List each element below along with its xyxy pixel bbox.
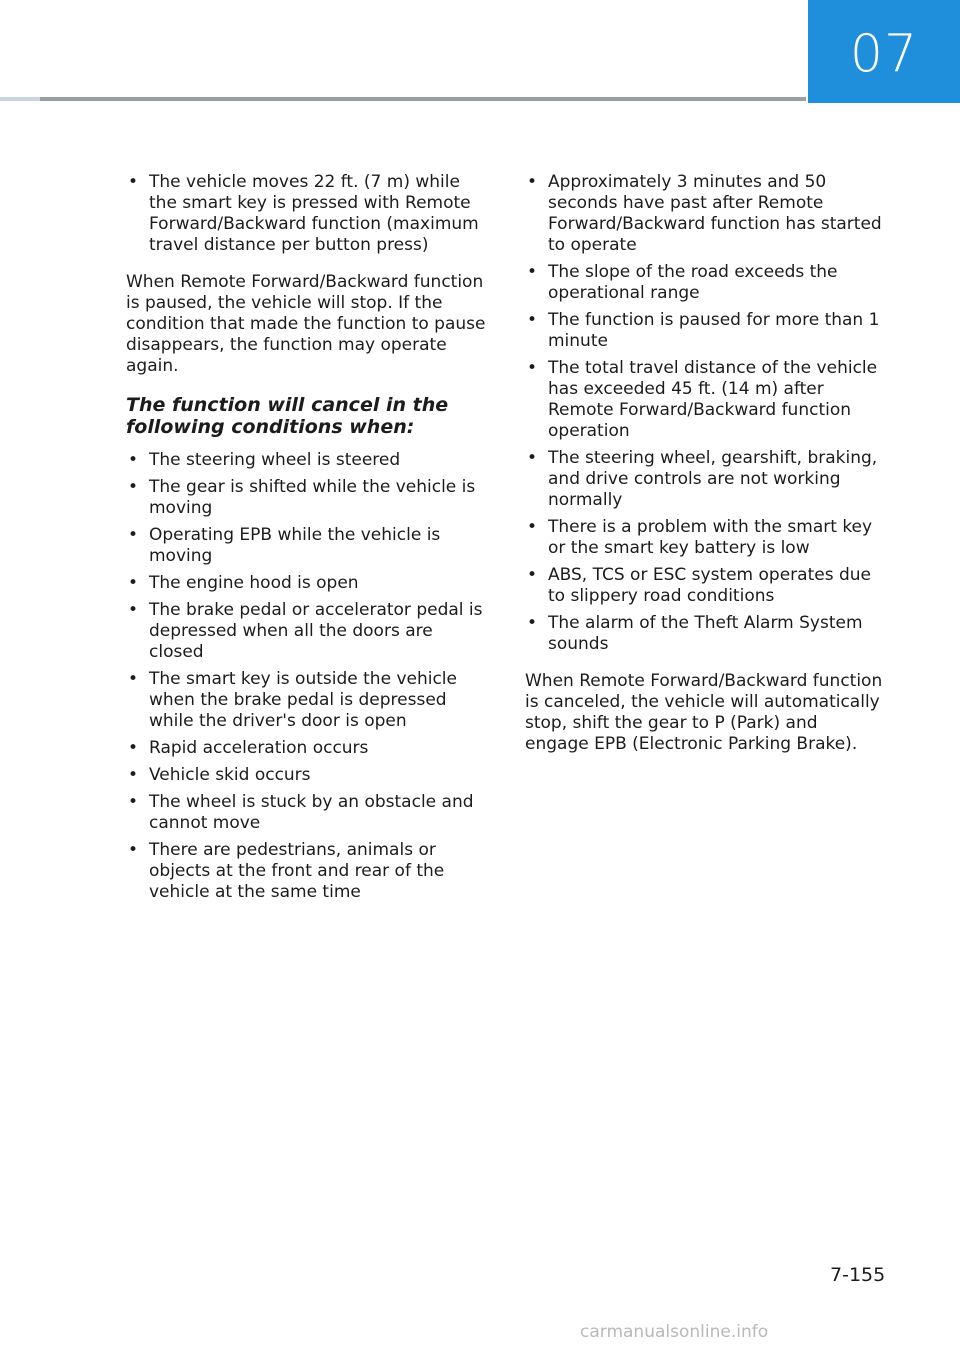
list-item: • There are pedestrians, animals or objects at the front and rear of the vehicle at the same time [126, 840, 486, 903]
chapter-tab [808, 0, 960, 103]
cancel-paragraph: When Remote Forward/Backward function is canceled, the vehicle will automatically stop, shift the gear to P (Park) and engage EPB (Electronic Parking Brake). [525, 671, 883, 754]
list-item: • The total travel distance of the vehicle has exceeded 45 ft. (14 m) after Remote Forward/Backward function operation [525, 358, 885, 442]
watermark-link[interactable]: carmanualsonline.info [580, 1322, 769, 1342]
list-item: • The smart key is outside the vehicle when the brake pedal is depressed while the driver's door is open [126, 669, 486, 732]
cancel-bullet-list-continued [525, 172, 885, 655]
intro-bullet-list [126, 172, 486, 256]
header-rule-accent [0, 97, 40, 101]
list-item: • Vehicle skid occurs [126, 765, 486, 786]
header-rule [0, 97, 806, 101]
list-item: • The function is paused for more than 1 minute [525, 310, 885, 352]
list-item: • There is a problem with the smart key or the smart key battery is low [525, 517, 885, 559]
chapter-number: 07 [849, 23, 919, 84]
list-item: • The engine hood is open [126, 573, 486, 594]
list-item: • The alarm of the Theft Alarm System sounds [525, 613, 885, 655]
list-item: • The vehicle moves 22 ft. (7 m) while the smart key is pressed with Remote Forward/Backward function (maximum travel distance per button press) [126, 172, 486, 256]
list-item: • The wheel is stuck by an obstacle and cannot move [126, 792, 486, 834]
list-item: • Operating EPB while the vehicle is moving [126, 525, 486, 567]
list-item: • The gear is shifted while the vehicle is moving [126, 477, 486, 519]
cancel-bullet-list [126, 450, 486, 903]
page-number: 7-155 [830, 1264, 886, 1286]
cancel-conditions-heading: The function will cancel in the following conditions when: [126, 394, 449, 438]
left-column [126, 172, 486, 909]
pause-paragraph: When Remote Forward/Backward function is paused, the vehicle will stop. If the condition that made the function to pause disappears, the function may operate again. [126, 272, 486, 376]
right-column [525, 172, 885, 755]
list-item: • The brake pedal or accelerator pedal is depressed when all the doors are closed [126, 600, 486, 663]
list-item: • ABS, TCS or ESC system operates due to slippery road conditions [525, 565, 885, 607]
list-item: • Rapid acceleration occurs [126, 738, 486, 759]
list-item: • The steering wheel is steered [126, 450, 486, 471]
list-item: • The steering wheel, gearshift, braking, and drive controls are not working normally [525, 448, 885, 511]
list-item: • The slope of the road exceeds the operational range [525, 262, 885, 304]
list-item: • Approximately 3 minutes and 50 seconds have past after Remote Forward/Backward function has started to operate [525, 172, 885, 256]
